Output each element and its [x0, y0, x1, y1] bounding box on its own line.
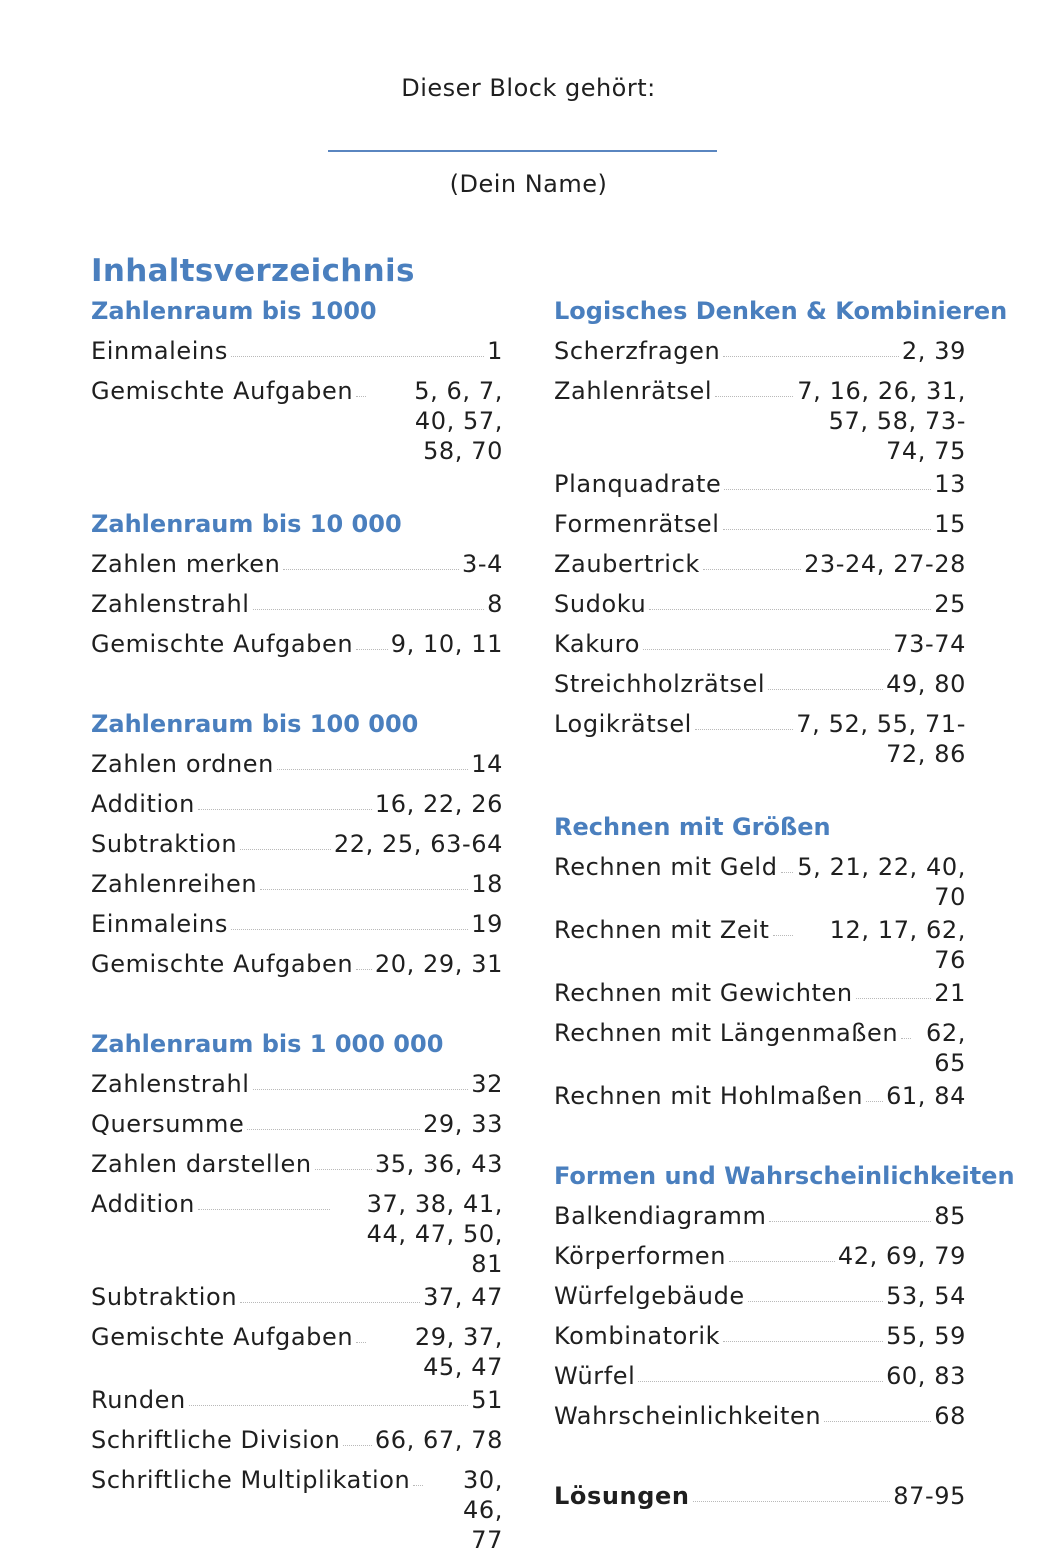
toc-entry-name: Rechnen mit Geld: [554, 853, 778, 881]
toc-entry-pages: 23-24, 27-28: [804, 550, 966, 578]
toc-section-heading: Zahlenraum bis 1 000 000: [91, 1030, 444, 1058]
toc-entry-name: Runden: [91, 1386, 186, 1414]
toc-section-heading: Zahlenraum bis 1000: [91, 297, 377, 325]
toc-entry-runden: [91, 1382, 503, 1422]
dot-leader: [356, 946, 372, 970]
dot-leader: [723, 333, 899, 357]
dot-leader: [769, 1198, 931, 1222]
toc-entry-name: Rechnen mit Gewichten: [554, 979, 853, 1007]
toc-entry-name: Subtraktion: [91, 1283, 238, 1311]
section-gap: [554, 1118, 966, 1158]
toc-entry-pages: 73-74: [893, 630, 966, 658]
toc-entry-zahlenstrahl: [91, 1066, 503, 1106]
dot-leader: [773, 912, 793, 936]
toc-entry-subtraktion: [91, 1279, 503, 1319]
toc-entry-wuerfelgebaeude: [554, 1278, 966, 1318]
toc-entry-name: Körperformen: [554, 1242, 727, 1270]
section-gap: [91, 666, 503, 706]
dot-leader: [724, 466, 931, 490]
toc-entry-streichholzraetsel: [554, 666, 966, 706]
toc-entry-zahlenraetsel: [554, 373, 966, 466]
toc-entry-pages: 51: [471, 1386, 503, 1414]
toc-entry-name: Zaubertrick: [554, 550, 700, 578]
toc-entry-pages: 9, 10, 11: [390, 630, 503, 658]
toc-entry-sudoku: [554, 586, 966, 626]
toc-section-zahlenraum-bis-1-000-000: [91, 1026, 503, 1555]
toc-entry-name: Lösungen: [554, 1482, 690, 1510]
toc-entry-pages: 12, 17, 62, 76: [829, 916, 966, 974]
dot-leader: [768, 666, 883, 690]
toc-entry-pages: 49, 80: [886, 670, 966, 698]
toc-entry-subtraktion: [91, 826, 503, 866]
toc-entry-pages: 15: [934, 510, 966, 538]
toc-entry-scherzfragen: [554, 333, 966, 373]
dot-leader: [748, 1278, 883, 1302]
toc-entry-einmaleins: [91, 906, 503, 946]
toc-entry-name: Wahrscheinlichkeiten: [554, 1402, 822, 1430]
section-gap: [554, 769, 966, 809]
dot-leader: [240, 826, 331, 850]
owner-title: Dieser Block gehört:: [401, 74, 656, 102]
dot-leader: [253, 1066, 469, 1090]
toc-entry-pages: 32: [471, 1070, 503, 1098]
toc-section-formen-und-wahrscheinlichkeiten: [554, 1158, 1015, 1438]
dot-leader: [189, 1382, 468, 1406]
toc-entry-name: Rechnen mit Zeit: [554, 916, 770, 944]
toc-entry-pages: 14: [471, 750, 503, 778]
toc-entry-pages: 37, 38, 41, 44, 47, 50, 81: [366, 1190, 503, 1278]
toc-entry-name: Balkendiagramm: [554, 1202, 767, 1230]
toc-entry-zahlenreihen: [91, 866, 503, 906]
toc-entry-gemischte-aufgaben: [91, 1319, 503, 1382]
dot-leader: [781, 849, 793, 873]
toc-entry-name: Zahlenstrahl: [91, 590, 250, 618]
toc-entry-name: Zahlen ordnen: [91, 750, 274, 778]
toc-entry-pages: 19: [471, 910, 503, 938]
toc-entry-einmaleins: [91, 333, 503, 373]
owner-caption: (Dein Name): [449, 170, 608, 198]
toc-entry-name: Kombinatorik: [554, 1322, 721, 1350]
toc-entry-gemischte-aufgaben: [91, 373, 503, 466]
toc-entry-pages: 16, 22, 26: [374, 790, 503, 818]
dot-leader: [695, 706, 793, 730]
toc-title: Inhaltsverzeichnis: [91, 253, 415, 289]
dot-leader: [283, 546, 459, 570]
toc-entry-name: Kakuro: [554, 630, 641, 658]
toc-section-zahlenraum-bis-1000: [91, 293, 503, 466]
toc-entry-pages: 53, 54: [886, 1282, 966, 1310]
toc-entry-pages: 30, 46, 77: [463, 1466, 503, 1554]
toc-entry-pages: 7, 16, 26, 31, 57, 58, 73-74, 75: [797, 377, 966, 465]
toc-entry-pages: 3-4: [462, 550, 503, 578]
dot-leader: [649, 586, 931, 610]
toc-entry-rechnen-mit-gewichten: [554, 975, 966, 1015]
toc-entry-pages: 85: [934, 1202, 966, 1230]
toc-entry-pages: 20, 29, 31: [374, 950, 503, 978]
toc-entry-formenraetsel: [554, 506, 966, 546]
toc-entry-pages: 2, 39: [901, 337, 966, 365]
dot-leader: [356, 373, 366, 397]
section-gap: [91, 986, 503, 1026]
dot-leader: [231, 333, 484, 357]
toc-entry-pages: 62, 65: [926, 1019, 966, 1077]
toc-entry-loesungen: [554, 1478, 966, 1518]
toc-entry-pages: 21: [934, 979, 966, 1007]
dot-leader: [198, 786, 372, 810]
dot-leader: [638, 1358, 883, 1382]
toc-entry-addition: [91, 786, 503, 826]
toc-entry-gemischte-aufgaben: [91, 626, 503, 666]
dot-leader: [356, 1319, 366, 1343]
toc-entry-pages: 8: [487, 590, 503, 618]
section-gap: [554, 1438, 966, 1478]
dot-leader: [277, 746, 468, 770]
toc-entry-kombinatorik: [554, 1318, 966, 1358]
toc-entry-pages: 18: [471, 870, 503, 898]
dot-leader: [413, 1462, 423, 1486]
dot-leader: [866, 1078, 883, 1102]
toc-entry-pages: 61, 84: [886, 1082, 966, 1110]
toc-entry-name: Streichholzrätsel: [554, 670, 766, 698]
dot-leader: [315, 1146, 372, 1170]
toc-entry-pages: 5, 6, 7, 40, 57, 58, 70: [414, 377, 503, 465]
toc-entry-name: Gemischte Aufgaben: [91, 630, 354, 658]
dot-leader: [240, 1279, 420, 1303]
toc-entry-pages: 35, 36, 43: [374, 1150, 503, 1178]
toc-entry-name: Addition: [91, 1190, 195, 1218]
toc-entry-name: Gemischte Aufgaben: [91, 1323, 354, 1351]
toc-entry-pages: 25: [934, 590, 966, 618]
toc-section-heading: Logisches Denken & Kombinieren: [554, 297, 1008, 325]
toc-entry-zahlen-darstellen: [91, 1146, 503, 1186]
toc-right-column: [554, 293, 1015, 1518]
toc-entry-zaubertrick: [554, 546, 966, 586]
toc-entry-rechnen-mit-geld: [554, 849, 966, 912]
dot-leader: [715, 373, 793, 397]
toc-entry-name: Sudoku: [554, 590, 647, 618]
toc-entry-name: Schriftliche Multiplikation: [91, 1466, 411, 1494]
toc-section-heading: Zahlenraum bis 10 000: [91, 510, 402, 538]
dot-leader: [260, 866, 468, 890]
toc-entry-name: Formenrätsel: [554, 510, 720, 538]
toc-entry-name: Zahlenstrahl: [91, 1070, 250, 1098]
toc-entry-name: Gemischte Aufgaben: [91, 950, 354, 978]
toc-entry-zahlen-ordnen: [91, 746, 503, 786]
dot-leader: [247, 1106, 420, 1130]
toc-entry-pages: 7, 52, 55, 71-72, 86: [796, 710, 966, 768]
toc-entry-wahrscheinlichkeiten: [554, 1398, 966, 1438]
dot-leader: [253, 586, 485, 610]
toc-entry-pages: 60, 83: [886, 1362, 966, 1390]
toc-entry-wuerfel: [554, 1358, 966, 1398]
dot-leader: [729, 1238, 835, 1262]
toc-entry-zahlenstrahl: [91, 586, 503, 626]
dot-leader: [643, 626, 890, 650]
toc-entry-schriftliche-multiplikation: [91, 1462, 503, 1555]
toc-entry-pages: 68: [934, 1402, 966, 1430]
toc-section-rechnen-mit-groessen: [554, 809, 966, 1118]
toc-entry-name: Zahlenrätsel: [554, 377, 713, 405]
toc-entry-pages: 66, 67, 78: [374, 1426, 503, 1454]
toc-section-logisches-denken-and-kombinieren: [554, 293, 1008, 769]
toc-section-heading: Zahlenraum bis 100 000: [91, 710, 419, 738]
dot-leader: [824, 1398, 931, 1422]
toc-entry-name: Quersumme: [91, 1110, 245, 1138]
toc-section-zahlenraum-bis-10-000: [91, 506, 503, 666]
toc-entry-rechnen-mit-hohlmassen: [554, 1078, 966, 1118]
toc-entry-name: Einmaleins: [91, 910, 228, 938]
toc-entry-name: Zahlenreihen: [91, 870, 258, 898]
toc-entry-pages: 1: [487, 337, 503, 365]
toc-entry-name: Würfel: [554, 1362, 636, 1390]
toc-entry-rechnen-mit-laengenmassen: [554, 1015, 966, 1078]
toc-entry-pages: 13: [934, 470, 966, 498]
toc-entry-addition: [91, 1186, 503, 1279]
toc-entry-name: Gemischte Aufgaben: [91, 377, 354, 405]
dot-leader: [356, 626, 388, 650]
toc-entry-name: Zahlen merken: [91, 550, 281, 578]
toc-entry-name: Planquadrate: [554, 470, 722, 498]
toc-entry-pages: 29, 33: [423, 1110, 503, 1138]
toc-entry-pages: 87-95: [893, 1482, 966, 1510]
toc-entry-rechnen-mit-zeit: [554, 912, 966, 975]
toc-entry-name: Logikrätsel: [554, 710, 692, 738]
toc-entry-pages: 22, 25, 63-64: [333, 830, 503, 858]
toc-entry-zahlen-merken: [91, 546, 503, 586]
toc-entry-name: Einmaleins: [91, 337, 228, 365]
toc-entry-name: Scherzfragen: [554, 337, 721, 365]
toc-entry-quersumme: [91, 1106, 503, 1146]
toc-section-zahlenraum-bis-100-000: [91, 706, 503, 986]
dot-leader: [901, 1015, 911, 1039]
toc-entry-name: Subtraktion: [91, 830, 238, 858]
section-gap: [91, 466, 503, 506]
toc-entry-schriftliche-division: [91, 1422, 503, 1462]
toc-entry-name: Rechnen mit Hohlmaßen: [554, 1082, 864, 1110]
toc-entry-balkendiagramm: [554, 1198, 966, 1238]
toc-entry-pages: 5, 21, 22, 40, 70: [797, 853, 966, 911]
toc-entry-pages: 55, 59: [886, 1322, 966, 1350]
toc-entry-name: Rechnen mit Längenmaßen: [554, 1019, 899, 1047]
toc-entry-name: Addition: [91, 790, 195, 818]
toc-section-heading: Rechnen mit Größen: [554, 813, 831, 841]
toc-entry-name: Zahlen darstellen: [91, 1150, 312, 1178]
toc-entry-pages: 29, 37, 45, 47: [414, 1323, 503, 1381]
owner-name-line: [328, 150, 717, 152]
dot-leader: [693, 1478, 891, 1502]
toc-entry-pages: 42, 69, 79: [837, 1242, 966, 1270]
toc-entry-kakuro: [554, 626, 966, 666]
toc-entry-logikraetsel: [554, 706, 966, 769]
dot-leader: [343, 1422, 371, 1446]
dot-leader: [198, 1186, 330, 1210]
dot-leader: [723, 506, 932, 530]
dot-leader: [723, 1318, 883, 1342]
toc-section-heading: Formen und Wahrscheinlichkeiten: [554, 1162, 1015, 1190]
toc-left-column: [91, 293, 503, 1555]
dot-leader: [231, 906, 468, 930]
toc-entry-gemischte-aufgaben: [91, 946, 503, 986]
toc-entry-planquadrate: [554, 466, 966, 506]
dot-leader: [703, 546, 801, 570]
toc-entry-name: Schriftliche Division: [91, 1426, 341, 1454]
dot-leader: [856, 975, 932, 999]
toc-entry-pages: 37, 47: [423, 1283, 503, 1311]
toc-entry-name: Würfelgebäude: [554, 1282, 745, 1310]
toc-entry-koerperformen: [554, 1238, 966, 1278]
